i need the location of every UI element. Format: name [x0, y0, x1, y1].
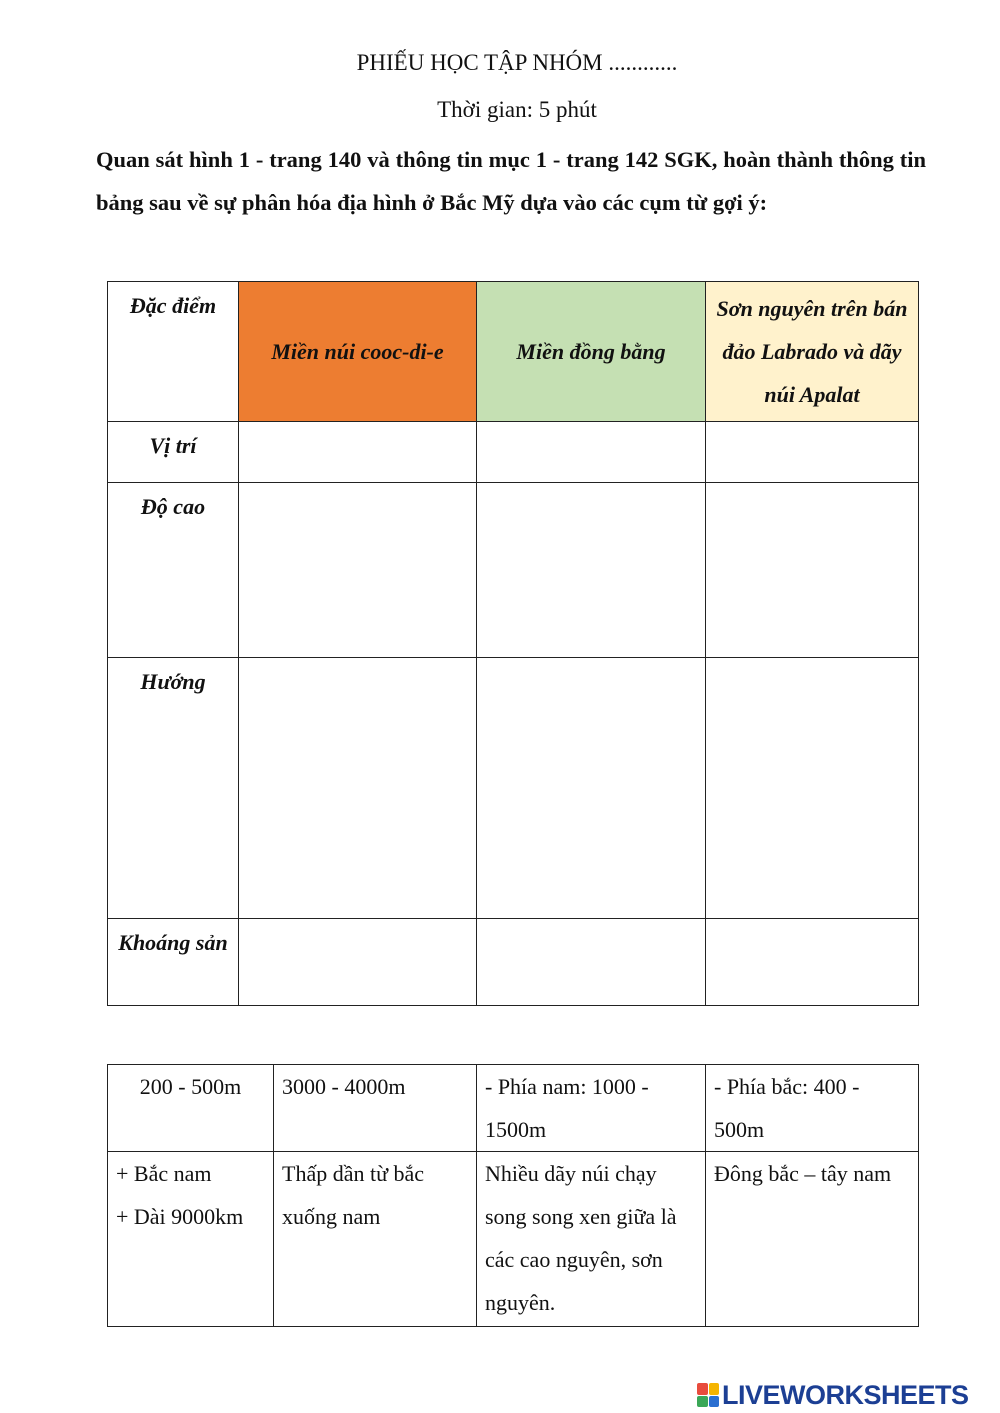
liveworksheets-logo — [697, 1378, 969, 1412]
table-row-altitude — [108, 483, 919, 658]
answer-cell[interactable] — [239, 919, 477, 1006]
answer-cell[interactable] — [477, 422, 706, 483]
header-feature: Đặc điểm — [108, 282, 239, 422]
table-row-location — [108, 422, 919, 483]
row-label-direction: Hướng — [108, 658, 239, 919]
option-phrase[interactable]: - Phía bắc: 400 - 500m — [706, 1065, 919, 1152]
suggested-phrases-table — [107, 1064, 919, 1327]
answer-cell[interactable] — [477, 919, 706, 1006]
time-limit: Thời gian: 5 phút — [437, 97, 597, 122]
header-cordillera: Miền núi cooc-di-e — [239, 282, 477, 422]
row-label-altitude: Độ cao — [108, 483, 239, 658]
answer-cell[interactable] — [477, 483, 706, 658]
option-phrase[interactable]: + Bắc nam + Dài 9000km — [108, 1152, 274, 1327]
option-phrase[interactable]: Đông bắc – tây nam — [706, 1152, 919, 1327]
answer-cell[interactable] — [706, 658, 919, 919]
options-row — [108, 1152, 919, 1327]
option-phrase[interactable]: 200 - 500m — [108, 1065, 274, 1152]
answer-cell[interactable] — [706, 919, 919, 1006]
row-label-minerals: Khoáng sản — [108, 919, 239, 1006]
header-plains: Miền đồng bằng — [477, 282, 706, 422]
answer-cell[interactable] — [706, 483, 919, 658]
option-phrase[interactable]: Thấp dần từ bắc xuống nam — [274, 1152, 477, 1327]
table-header-row — [108, 282, 919, 422]
answer-cell[interactable] — [706, 422, 919, 483]
row-label-location: Vị trí — [108, 422, 239, 483]
table-row-minerals — [108, 919, 919, 1006]
worksheet-title: PHIẾU HỌC TẬP NHÓM ............ — [356, 50, 678, 75]
table-row-direction — [108, 658, 919, 919]
liveworksheets-logo-icon — [697, 1383, 719, 1407]
option-phrase[interactable]: Nhiều dãy núi chạy song song xen giữa là các cao nguyên, sơn nguyên. — [477, 1152, 706, 1327]
terrain-table — [107, 281, 919, 1006]
answer-cell[interactable] — [239, 658, 477, 919]
logo-text: LIVEWORKSHEETS — [722, 1379, 969, 1410]
option-phrase[interactable]: - Phía nam: 1000 - 1500m — [477, 1065, 706, 1152]
options-row — [108, 1065, 919, 1152]
answer-cell[interactable] — [239, 483, 477, 658]
answer-cell[interactable] — [239, 422, 477, 483]
instruction-text: Quan sát hình 1 - trang 140 và thông tin mục 1 - trang 142 SGK, hoàn thành thông tin bảng sau về sự phân hóa địa hình ở Bắc Mỹ dựa vào các cụm từ gợi ý: — [96, 147, 926, 215]
option-phrase[interactable]: 3000 - 4000m — [274, 1065, 477, 1152]
header-labrador-appalachian: Sơn nguyên trên bán đảo Labrado và dãy núi Apalat — [706, 282, 919, 422]
answer-cell[interactable] — [477, 658, 706, 919]
